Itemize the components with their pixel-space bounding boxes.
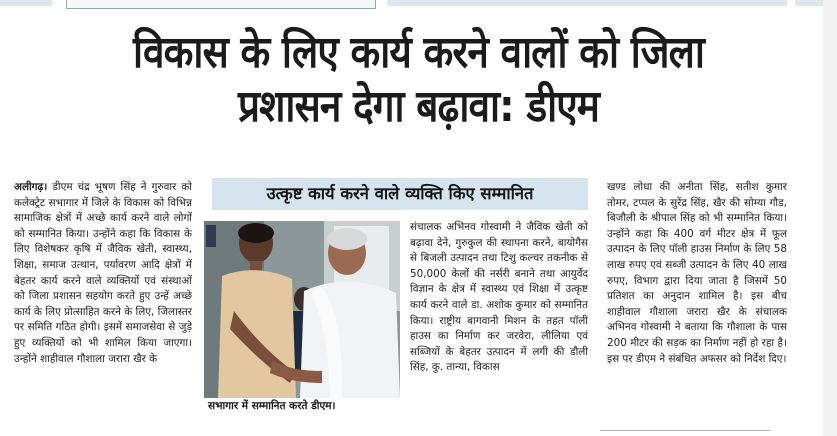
column-3-text: खण्ड लोधा की अनीता सिंह, सतीश कुमार तोमर, टप्पल के सुरेंद्र सिंह, खैर की सोम्या गौड, बिजौली के श्रीपाल सिंह को भी सम्मानित किया। उन्होंने कहा कि 400 वर्ग मीटर क्षेत्र में फूल उत्पादन के लिए पॉली हाउस निर्माण के लिए 58 लाख रुपए एवं सब्जी उत्पादन के लिए 40 लाख रुपए, विभाग द्वारा दिया जाता है जिसमें 50 प्रतिशत का अनुदान शामिल है। इस बीच शाहीवाल गौशाला जरारा खैर के संचालक अभिनव गोस्वामी ने बताया कि गौशाला के पास 200 मीटर की सड़क का निर्माण नहीं हो रहा है। इस पर डीएम ने संबंधित अफसर को निर्देश दिए। [607, 181, 787, 365]
headline-line-2: प्रशासन देगा बढ़ावा: डीएम [237, 81, 600, 132]
photo-caption: सभागार में सम्मानित करते डीएम। [204, 398, 404, 414]
dateline: अलीगढ़। [14, 181, 48, 193]
column-2-text: संचालक अभिनव गोस्वामी ने जैविक खेती को बढ़ावा देने, गुरुकुल की स्थापना करने, बायोगैस से बिजली उत्पादन तथा टिशु कल्चर तकनीक से 50,000 केलों की नर्सरी बनाने तथा आयुर्वेद विज्ञान के क्षेत्र में स्वास्थ्य एवं शिक्षा में उत्कृष्ट कार्य करने वाले डा. अशोक कुमार को सम्मानित किया। राष्ट्रीय बागवानी मिशन के तहत पॉली हाउस का निर्माण कर जरवेरा, लीलिया एवं सब्जियों के बेहतर उत्पादन में लगी की डौली सिंह, कु. तान्या, विकास [410, 221, 588, 374]
bottom-rule [600, 430, 770, 431]
article-column-2 [410, 220, 588, 428]
page-right-margin [823, 0, 837, 436]
article-column-1 [14, 180, 192, 425]
top-strip-box [66, 0, 376, 9]
news-photo [204, 221, 400, 398]
page-top-strip [0, 0, 837, 14]
headline-line-1: विकास के लिए कार्य करने वालों को जिला [133, 27, 704, 78]
top-strip-block [387, 0, 787, 6]
headline [50, 26, 787, 134]
article-column-3 [607, 180, 787, 425]
top-strip-block [0, 0, 52, 6]
subheading: उत्कृष्ट कार्य करने वाले व्यक्ति किए सम्मानित [212, 178, 588, 210]
column-1-text: डीएम चंद्र भूषण सिंह ने गुरुवार को कलेक्ट्रेट सभागार में जिले के विकास को विभिन्न सामाजिक क्षेत्रों में अच्छे कार्य करने वाले लोगों को सम्मानित किया। उन्होंने कहा कि विकास के लिए विशेषकर कृषि में जैविक खेती, स्वास्थ्य, शिक्षा, समाज उत्थान, पर्यावरण आदि क्षेत्रों में बेहतर कार्य करने वाले व्यक्तियों एवं संस्थाओं को जिला प्रशासन सहयोग करते हुए उन्हें अच्छे कार्य के लिए प्रोत्साहित करने के लिए, जिलास्तर पर समिति गठित होगी। इसमें समाजसेवा से जुड़े हुए व्यक्तियों को भी शामिल किया जाएगा। उन्होंने शाहीवाल गौशाला जरारा खैर के [14, 181, 192, 365]
photo-illustration [204, 221, 400, 398]
